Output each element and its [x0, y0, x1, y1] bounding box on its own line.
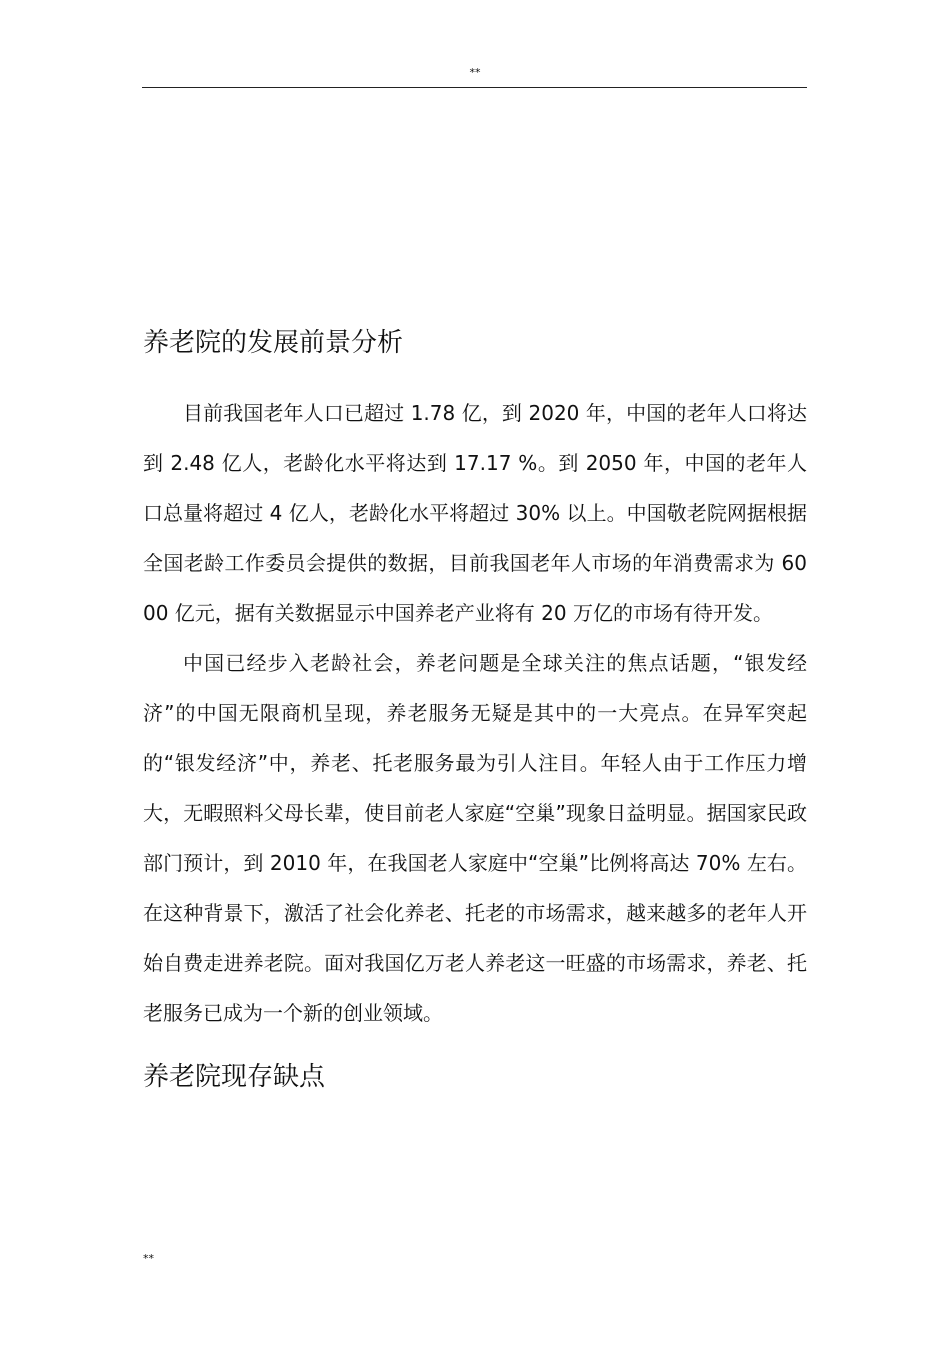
paragraph-elderly-population: 目前我国老年人口已超过 1.78 亿，到 2020 年，中国的老年人口将达到 2.48 亿人，老龄化水平将达到 17.17 %。到 2050 年，中国的老年人口总量将超过 4 亿人，老龄化水平将超过 30% 以上。中国敬老院网据根据全国老龄工作委员会提供的数据，目前我国老年人市场的年消费需求为 6000 亿元，据有关数据显示中国养老产业将有 20 万亿的市场有待开发。 — [143, 401, 807, 625]
header-divider — [142, 87, 807, 88]
document-body — [143, 318, 807, 1102]
page-footer-mark: ** — [143, 1252, 154, 1265]
section-heading-shortcomings: 养老院现存缺点 — [143, 1062, 326, 1092]
paragraph-silver-economy: 中国已经步入老龄社会，养老问题是全球关注的焦点话题，“银发经济”的中国无限商机呈现，养老服务无疑是其中的一大亮点。在异军突起的“银发经济”中，养老、托老服务最为引人注目。年轻人由于工作压力增大，无暇照料父母长辈，使目前老人家庭“空巢”现象日益明显。据国家民政部门预计，到 2010 年，在我国老人家庭中“空巢”比例将高达 70% 左右。在这种背景下，激活了社会化养老、托老的市场需求，越来越多的老年人开始自费走进养老院。面对我国亿万老人养老这一旺盛的市场需求，养老、托老服务已成为一个新的创业领域。 — [143, 651, 807, 1025]
section-heading-prospects: 养老院的发展前景分析 — [143, 328, 404, 358]
page-header-mark: ** — [469, 66, 481, 79]
